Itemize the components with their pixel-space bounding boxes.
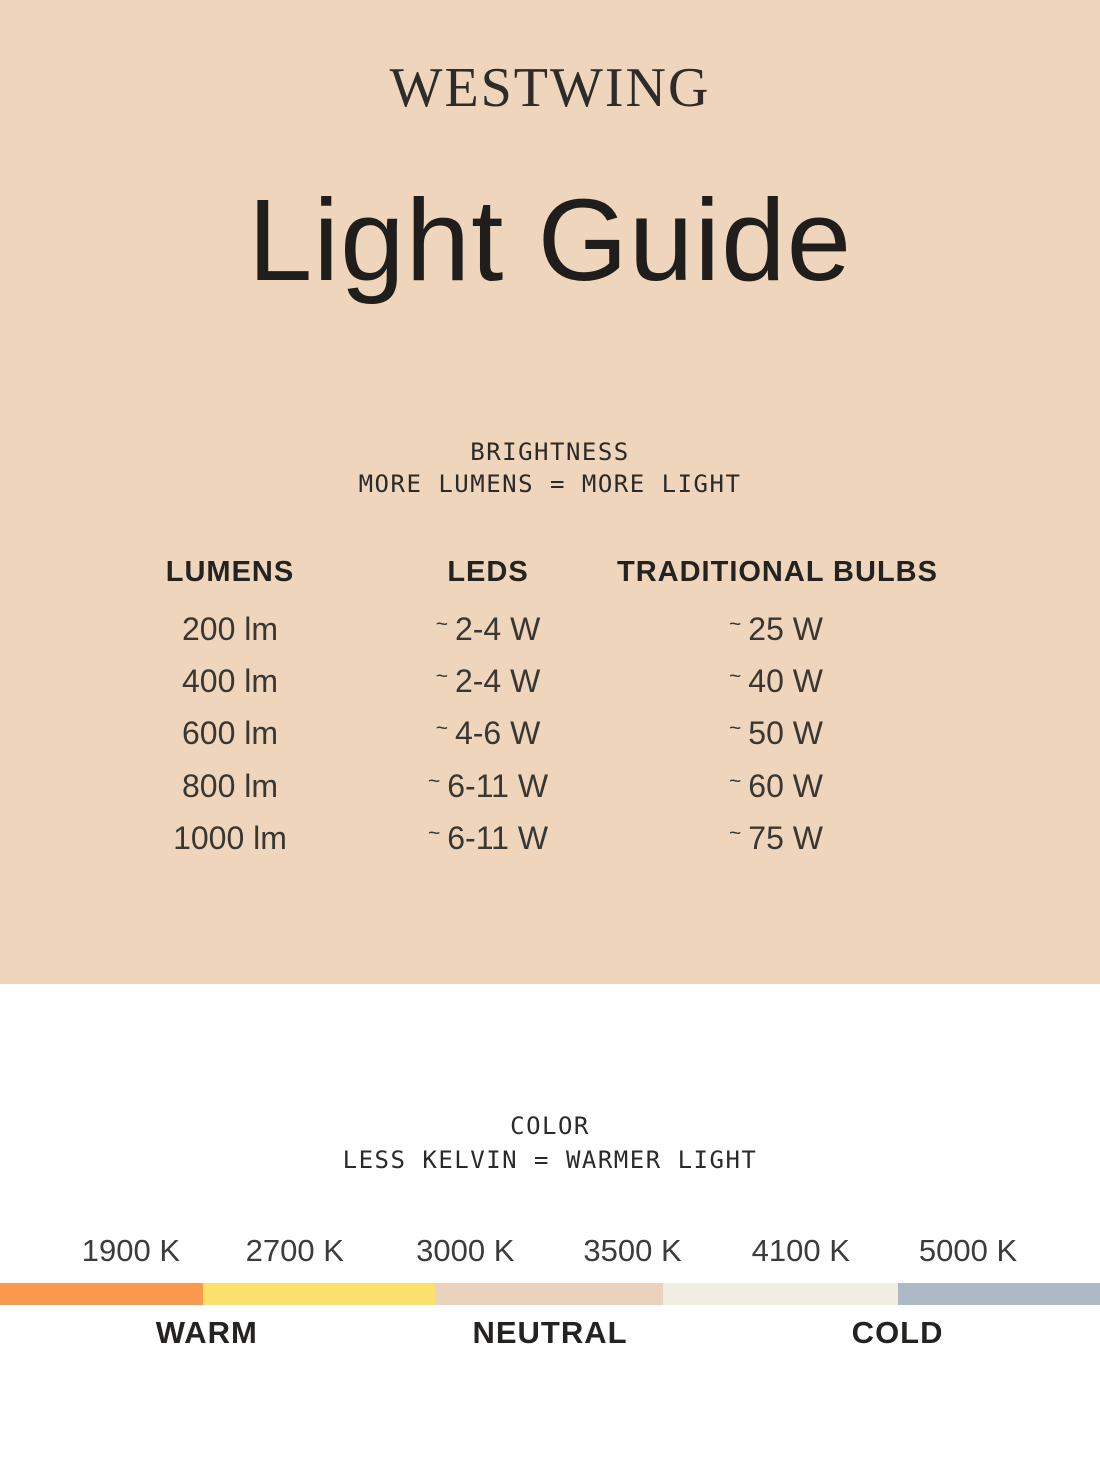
bulbs-watts: 75 W [748,820,823,857]
page-title: Light Guide [247,175,853,305]
table-header-row [101,556,938,588]
scale-segment-neutral-cream [663,1283,898,1305]
bulbs-watts: 25 W [748,610,823,647]
color-heading: COLOR [510,1112,590,1140]
scale-segment-cold-blue [898,1283,1100,1305]
leds-value [359,715,617,752]
lumens-value: 1000 lm [173,820,287,857]
lumens-value: 800 lm [181,767,279,804]
table-row [101,760,935,812]
approx-symbol: ~ [435,665,448,689]
lumens-table [101,556,938,865]
approx-symbol: ~ [729,822,742,846]
bulbs-value [617,715,935,752]
leds-value [359,768,617,805]
approx-symbol: ~ [435,612,448,636]
temperature-label-warm: WARM [155,1315,258,1350]
leds-watts: 4-6 W [454,715,541,752]
color-temperature-section [0,984,1100,1467]
approx-symbol: ~ [729,612,742,636]
bulbs-value [617,611,935,648]
kelvin-label: 2700 K [245,1233,344,1268]
brightness-heading: BRIGHTNESS [470,438,630,466]
bulbs-watts: 50 W [748,715,823,752]
scale-segment-warm-orange [0,1283,203,1305]
table-body [101,603,935,865]
bulbs-value [617,663,935,700]
approx-symbol: ~ [427,769,441,793]
color-subheading: LESS KELVIN = WARMER LIGHT [342,1146,758,1174]
lumens-value: 600 lm [181,715,279,752]
kelvin-scale-labels [0,1235,1100,1275]
bulbs-watts: 60 W [748,767,823,804]
temperature-label-neutral: NEUTRAL [472,1315,628,1350]
kelvin-label: 4100 K [751,1233,850,1268]
leds-value [359,820,617,857]
leds-watts: 2-4 W [454,610,541,647]
color-temperature-scale-bar [0,1283,1100,1305]
column-header-lumens: LUMENS [165,556,295,588]
bulbs-value [617,820,935,857]
kelvin-label: 1900 K [81,1233,181,1268]
leds-watts: 6-11 W [447,767,549,804]
lumens-value: 400 lm [181,663,279,700]
leds-watts: 6-11 W [447,820,549,857]
column-header-leds: LEDS [447,556,529,588]
scale-segment-neutral-beige [435,1283,663,1305]
column-header-traditional-bulbs: TRADITIONAL BULBS [617,556,938,588]
table-row [101,603,935,655]
bulbs-value [617,768,935,805]
temperature-labels [0,1317,1100,1357]
kelvin-label: 3500 K [583,1233,682,1268]
bulbs-watts: 40 W [748,663,823,700]
table-row [101,655,935,707]
lumens-value: 200 lm [181,610,279,647]
approx-symbol: ~ [435,717,448,741]
approx-symbol: ~ [427,822,441,846]
kelvin-label: 5000 K [918,1233,1018,1268]
brightness-subheading: MORE LUMENS = MORE LIGHT [358,470,742,498]
leds-value [359,611,617,648]
table-row [101,708,935,760]
leds-watts: 2-4 W [454,663,541,700]
table-row [101,813,935,865]
approx-symbol: ~ [729,769,742,793]
brand-logo: WESTWING [389,57,711,119]
scale-segment-warm-yellow [203,1283,435,1305]
approx-symbol: ~ [729,717,742,741]
approx-symbol: ~ [729,665,742,689]
leds-value [359,663,617,700]
temperature-label-cold: COLD [851,1315,944,1350]
kelvin-label: 3000 K [416,1233,515,1268]
